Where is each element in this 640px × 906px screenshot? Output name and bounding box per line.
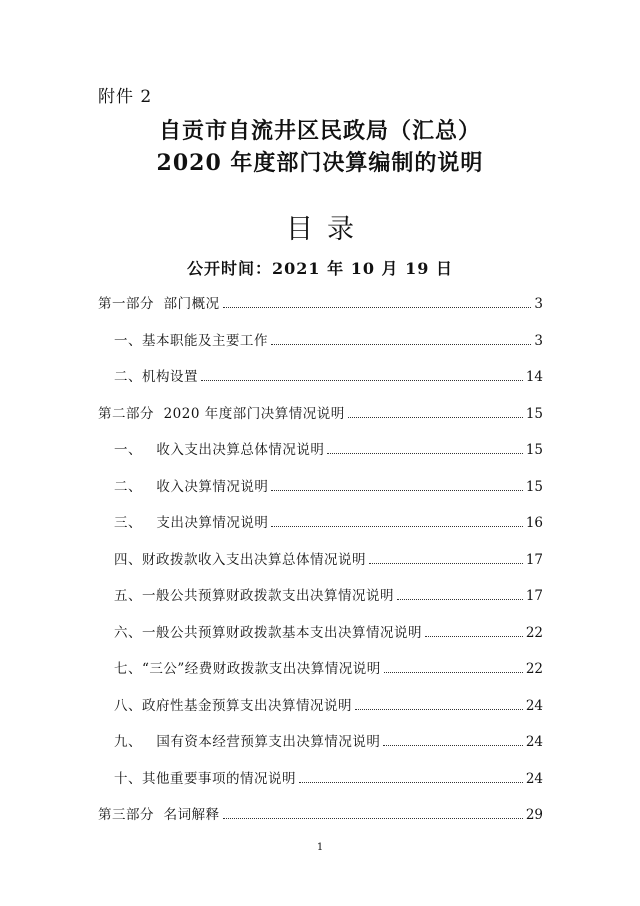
- toc-leader-dots: [299, 782, 523, 783]
- toc-leader-dots: [397, 599, 523, 600]
- toc-entry[interactable]: [114, 513, 543, 533]
- toc-leader-dots: [369, 563, 523, 564]
- toc-leader-dots: [201, 380, 523, 381]
- toc-leader-dots: [327, 453, 522, 454]
- toc-leader-dots: [425, 636, 523, 637]
- toc-entry-page: 3: [534, 332, 543, 349]
- toc-entry-label: 一、 收入支出决算总体情况说明: [114, 442, 325, 458]
- toc-entry-label: 二、 收入决算情况说明: [114, 478, 269, 495]
- toc-entry-page: 3: [534, 296, 543, 312]
- toc-leader-dots: [223, 307, 532, 308]
- toc-entry-page: 24: [525, 734, 543, 750]
- toc-entry-label: 一、基本职能及主要工作: [114, 332, 268, 349]
- toc-entry-label: 十、其他重要事项的情况说明: [114, 770, 296, 787]
- toc-entry-page: 15: [525, 442, 543, 458]
- toc-leader-dots: [271, 526, 522, 527]
- toc-entry[interactable]: [114, 586, 543, 606]
- toc-entry[interactable]: [114, 623, 543, 643]
- toc-entry-label: 六、一般公共预算财政拨款基本支出决算情况说明: [114, 624, 422, 641]
- toc-entry-label: 第三部分 名词解释: [98, 807, 220, 823]
- toc-entry-label: 第二部分 2020 年度部门决算情况说明: [98, 405, 345, 422]
- toc-entry-label: 四、财政拨款收入支出决算总体情况说明: [114, 551, 366, 568]
- toc-entry[interactable]: [114, 367, 543, 387]
- toc-leader-dots: [383, 745, 522, 746]
- toc-entry[interactable]: [114, 331, 543, 351]
- toc-leader-dots: [223, 818, 523, 819]
- toc-leader-dots: [355, 709, 523, 710]
- toc-entry-label: 二、机构设置: [114, 369, 198, 385]
- toc-entry[interactable]: [114, 696, 543, 716]
- toc-entry[interactable]: [114, 440, 543, 460]
- toc-entry-label: 第一部分 部门概况: [98, 296, 220, 312]
- toc-entry-page: 14: [525, 369, 543, 385]
- toc-entry-label: 八、政府性基金预算支出决算情况说明: [114, 697, 352, 714]
- toc-entry-page: 15: [525, 405, 543, 422]
- attachment-label: 附件 2: [98, 87, 153, 107]
- toc-entry-label: 五、一般公共预算财政拨款支出决算情况说明: [114, 588, 394, 604]
- toc-entry[interactable]: [114, 659, 543, 679]
- toc-entry[interactable]: [114, 769, 543, 789]
- toc-entry-page: 22: [525, 661, 543, 677]
- toc-entry-page: 24: [525, 697, 543, 714]
- toc-entry-label: 三、 支出决算情况说明: [114, 515, 269, 531]
- document-title-line1: 自贡市自流井区民政局（汇总）: [158, 118, 481, 144]
- toc-leader-dots: [384, 672, 523, 673]
- toc-entry[interactable]: [98, 294, 543, 314]
- toc-entry[interactable]: [98, 805, 543, 825]
- toc-entry-label: 七、“三公”经费财政拨款支出决算情况说明: [114, 661, 381, 677]
- toc-entry-page: 17: [525, 551, 543, 568]
- toc-entry-page: 22: [525, 624, 543, 641]
- toc-entry-page: 29: [525, 807, 543, 823]
- toc-entry[interactable]: [114, 732, 543, 752]
- toc-entry[interactable]: [114, 477, 543, 497]
- toc-leader-dots: [271, 490, 522, 491]
- toc-entry-page: 17: [525, 588, 543, 604]
- toc-entry[interactable]: [114, 550, 543, 570]
- toc-entry-page: 16: [525, 515, 543, 531]
- document-title-line2: 2020 年度部门决算编制的说明: [156, 150, 484, 176]
- page-number: 1: [316, 842, 324, 853]
- toc-leader-dots: [348, 417, 523, 418]
- toc-entry-label: 九、 国有资本经营预算支出决算情况说明: [114, 734, 381, 750]
- toc-leader-dots: [271, 344, 531, 345]
- toc-entry[interactable]: [98, 404, 543, 424]
- publish-time: 公开时间：2021 年 10 月 19 日: [187, 259, 453, 278]
- toc-heading: 目录: [286, 214, 368, 245]
- toc-entry-page: 24: [525, 770, 543, 787]
- toc-entry-page: 15: [525, 478, 543, 495]
